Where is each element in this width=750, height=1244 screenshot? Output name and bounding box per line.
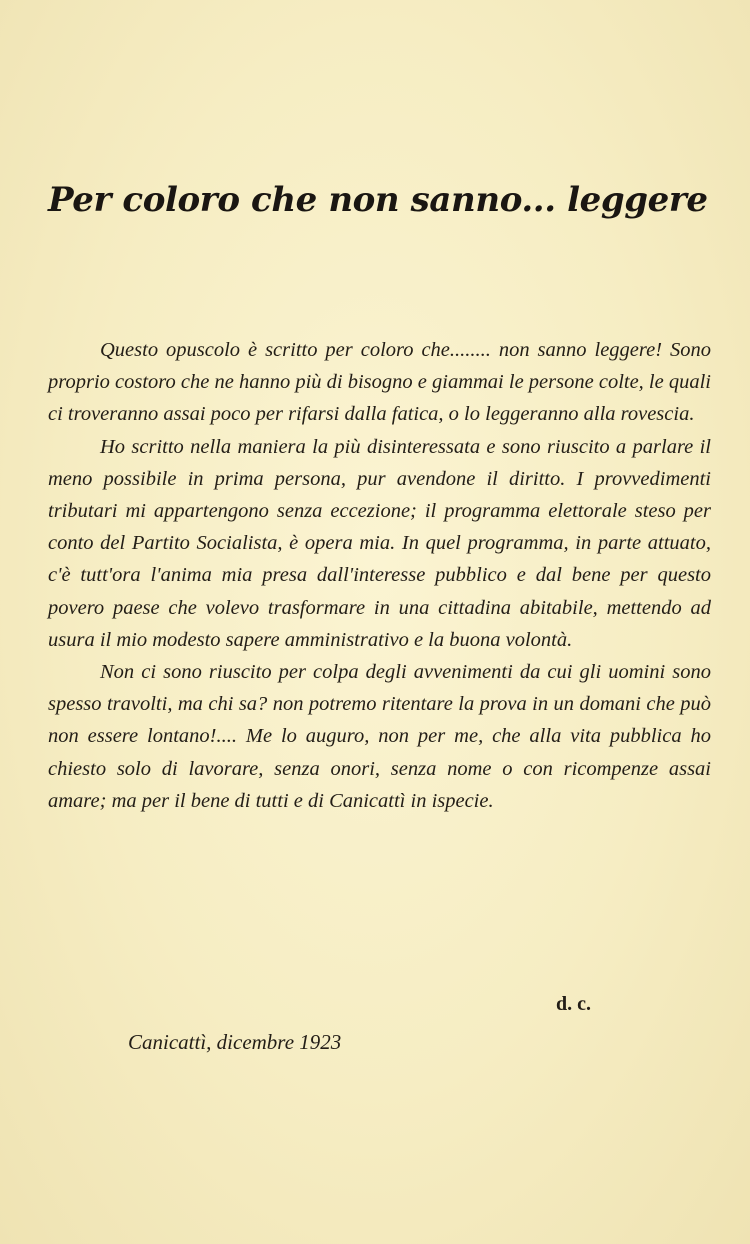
place-and-date: Canicattì, dicembre 1923 bbox=[128, 1030, 342, 1054]
paragraph-2: Ho scritto nella maniera la più disinteressata e sono riuscito a parlare il meno possibile in prima persona, pur avendone il diritto. I provvedimenti tributari mi appartengono senza eccezione; il programma elettorale steso per conto del Partito Socialista, è opera mia. In quel programma, in parte attuato, c'è tutt'ora l'anima mia presa dall'interesse pubblico e dal bene per questo povero paese che volevo trasformare in una cittadina abitabile, mettendo ad usura il mio modesto sapere amministrativo e la buona volontà. bbox=[48, 435, 711, 651]
document-title: Per coloro che non sanno... leggere bbox=[48, 180, 708, 220]
author-initials: d. c. bbox=[556, 993, 591, 1015]
document-body bbox=[48, 334, 711, 817]
paragraph-1: Questo opuscolo è scritto per coloro che........ non sanno leggere! Sono proprio costoro che ne hanno più di bisogno e giammai le persone colte, le quali ci troveranno assai poco per rifarsi dalla fatica, o lo leggeranno alla rovescia. bbox=[48, 339, 711, 426]
paragraph-3: Non ci sono riuscito per colpa degli avvenimenti da cui gli uomini sono spesso travolti, ma chi sa? non potremo ritentare la prova in un domani che può non essere lontano!.... Me lo auguro, non per me, che alla vita pubblica ho chiesto solo di lavorare, senza onori, senza nome o con ricompenze assai amare; ma per il bene di tutti e di Canicattì in ispecie. bbox=[48, 661, 711, 812]
